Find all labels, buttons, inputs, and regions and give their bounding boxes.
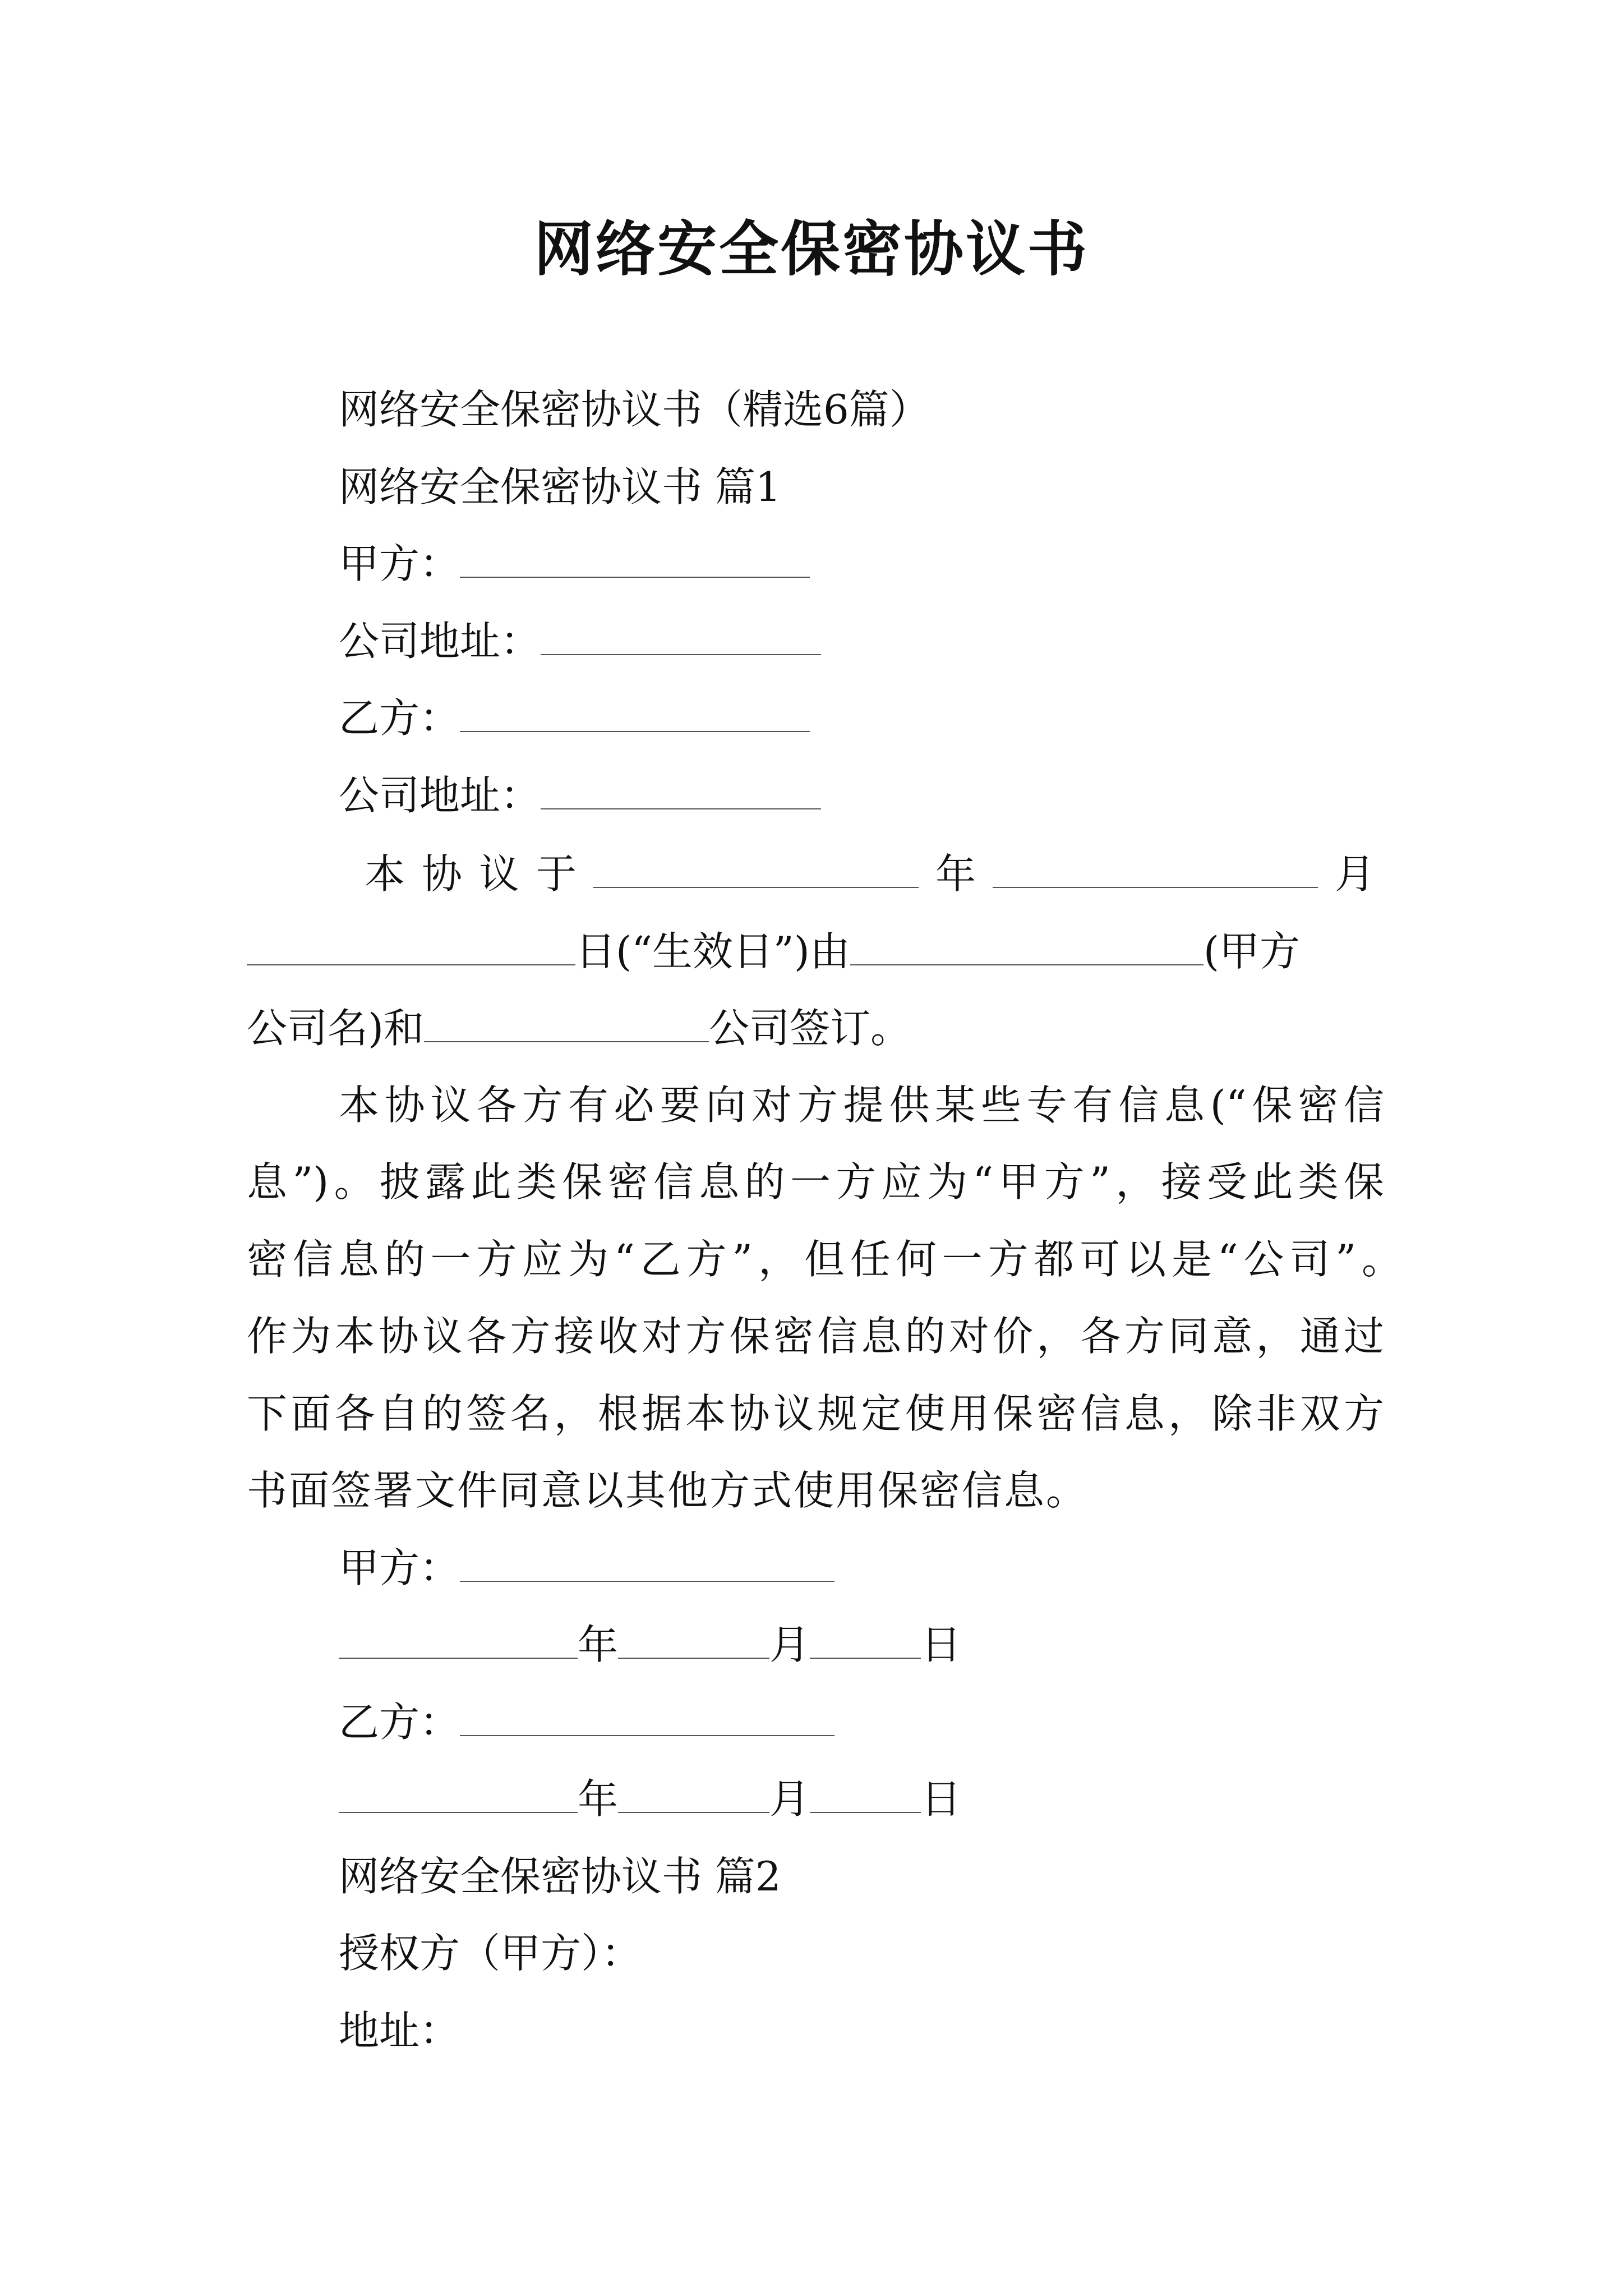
sign-year-blank	[339, 1777, 578, 1813]
address-blank	[541, 774, 821, 809]
sign-month-text: 月	[769, 1775, 810, 1823]
sign-party-b-label: 乙方：	[339, 1699, 460, 1746]
sign-year-blank	[339, 1623, 578, 1659]
party-a-company-text: (甲方	[1203, 928, 1300, 975]
paragraph-line-4: 作为本协议各方接收对方保密信息的对价，各方同意，通过	[247, 1313, 1384, 1360]
sign-year-text: 年	[578, 1621, 619, 1668]
party-a-line	[339, 536, 810, 592]
month-text: 月	[1335, 850, 1393, 898]
day-blank	[247, 930, 575, 965]
agreement-start-text: 本协议于	[365, 850, 594, 898]
grantor-address-label: 地址：	[339, 2007, 460, 2054]
company-name-text: 公司名)和	[247, 1005, 425, 1052]
sign-day-text: 日	[921, 1775, 962, 1823]
paragraph-line-5: 下面各自的签名，根据本协议规定使用保密信息，除非双方	[247, 1390, 1384, 1437]
sign-party-a-line	[339, 1540, 834, 1596]
section-1-heading: 网络安全保密协议书 篇1	[339, 463, 781, 510]
sign-date-b-line	[339, 1771, 961, 1827]
month-blank	[993, 852, 1318, 888]
year-text: 年	[935, 850, 993, 898]
document-subtitle: 网络安全保密协议书（精选6篇）	[339, 386, 930, 433]
party-b-label: 乙方：	[339, 694, 460, 742]
sign-month-blank	[618, 1777, 769, 1813]
party-a-label: 甲方：	[339, 540, 460, 587]
paragraph-line-3: 密信息的一方应为“乙方”，但任何一方都可以是“公司”。	[247, 1236, 1402, 1283]
sign-month-text: 月	[769, 1621, 810, 1668]
paragraph-line-1: 本协议各方有必要向对方提供某些专有信息(“保密信	[339, 1082, 1384, 1129]
agreement-date-line	[365, 846, 1392, 902]
sign-year-text: 年	[578, 1775, 619, 1823]
sign-day-text: 日	[921, 1621, 962, 1668]
party-b-address-line	[339, 767, 821, 823]
party-b-company-blank	[424, 1006, 709, 1042]
party-a-company-blank	[850, 930, 1204, 965]
address-blank	[541, 619, 821, 655]
grantor-label: 授权方（甲方）：	[339, 1930, 642, 1977]
company-signed-text: 公司签订。	[709, 1005, 911, 1052]
section-2-heading: 网络安全保密协议书 篇2	[339, 1853, 781, 1900]
company-signed-line	[247, 1000, 911, 1056]
effective-date-line	[247, 923, 1300, 979]
party-a-address-line	[339, 613, 821, 669]
sign-party-b-line	[339, 1694, 834, 1750]
paragraph-line-2: 息”)。披露此类保密信息的一方应为“甲方”，接受此类保	[247, 1158, 1384, 1205]
year-blank	[593, 852, 919, 888]
party-a-blank	[460, 542, 810, 578]
effective-day-text: 日(“生效日”)由	[575, 928, 850, 975]
address-label: 公司地址：	[339, 772, 541, 819]
party-b-line	[339, 690, 810, 746]
document-title: 网络安全保密协议书	[534, 214, 1089, 284]
sign-party-a-blank	[460, 1546, 834, 1582]
sign-month-blank	[618, 1623, 769, 1659]
sign-party-b-blank	[460, 1700, 834, 1736]
sign-party-a-label: 甲方：	[339, 1544, 460, 1591]
sign-day-blank	[810, 1777, 921, 1813]
paragraph-line-6: 书面签署文件同意以其他方式使用保密信息。	[247, 1467, 1089, 1514]
sign-date-a-line	[339, 1617, 961, 1673]
address-label: 公司地址：	[339, 618, 541, 665]
sign-day-blank	[810, 1623, 921, 1659]
party-b-blank	[460, 696, 810, 732]
